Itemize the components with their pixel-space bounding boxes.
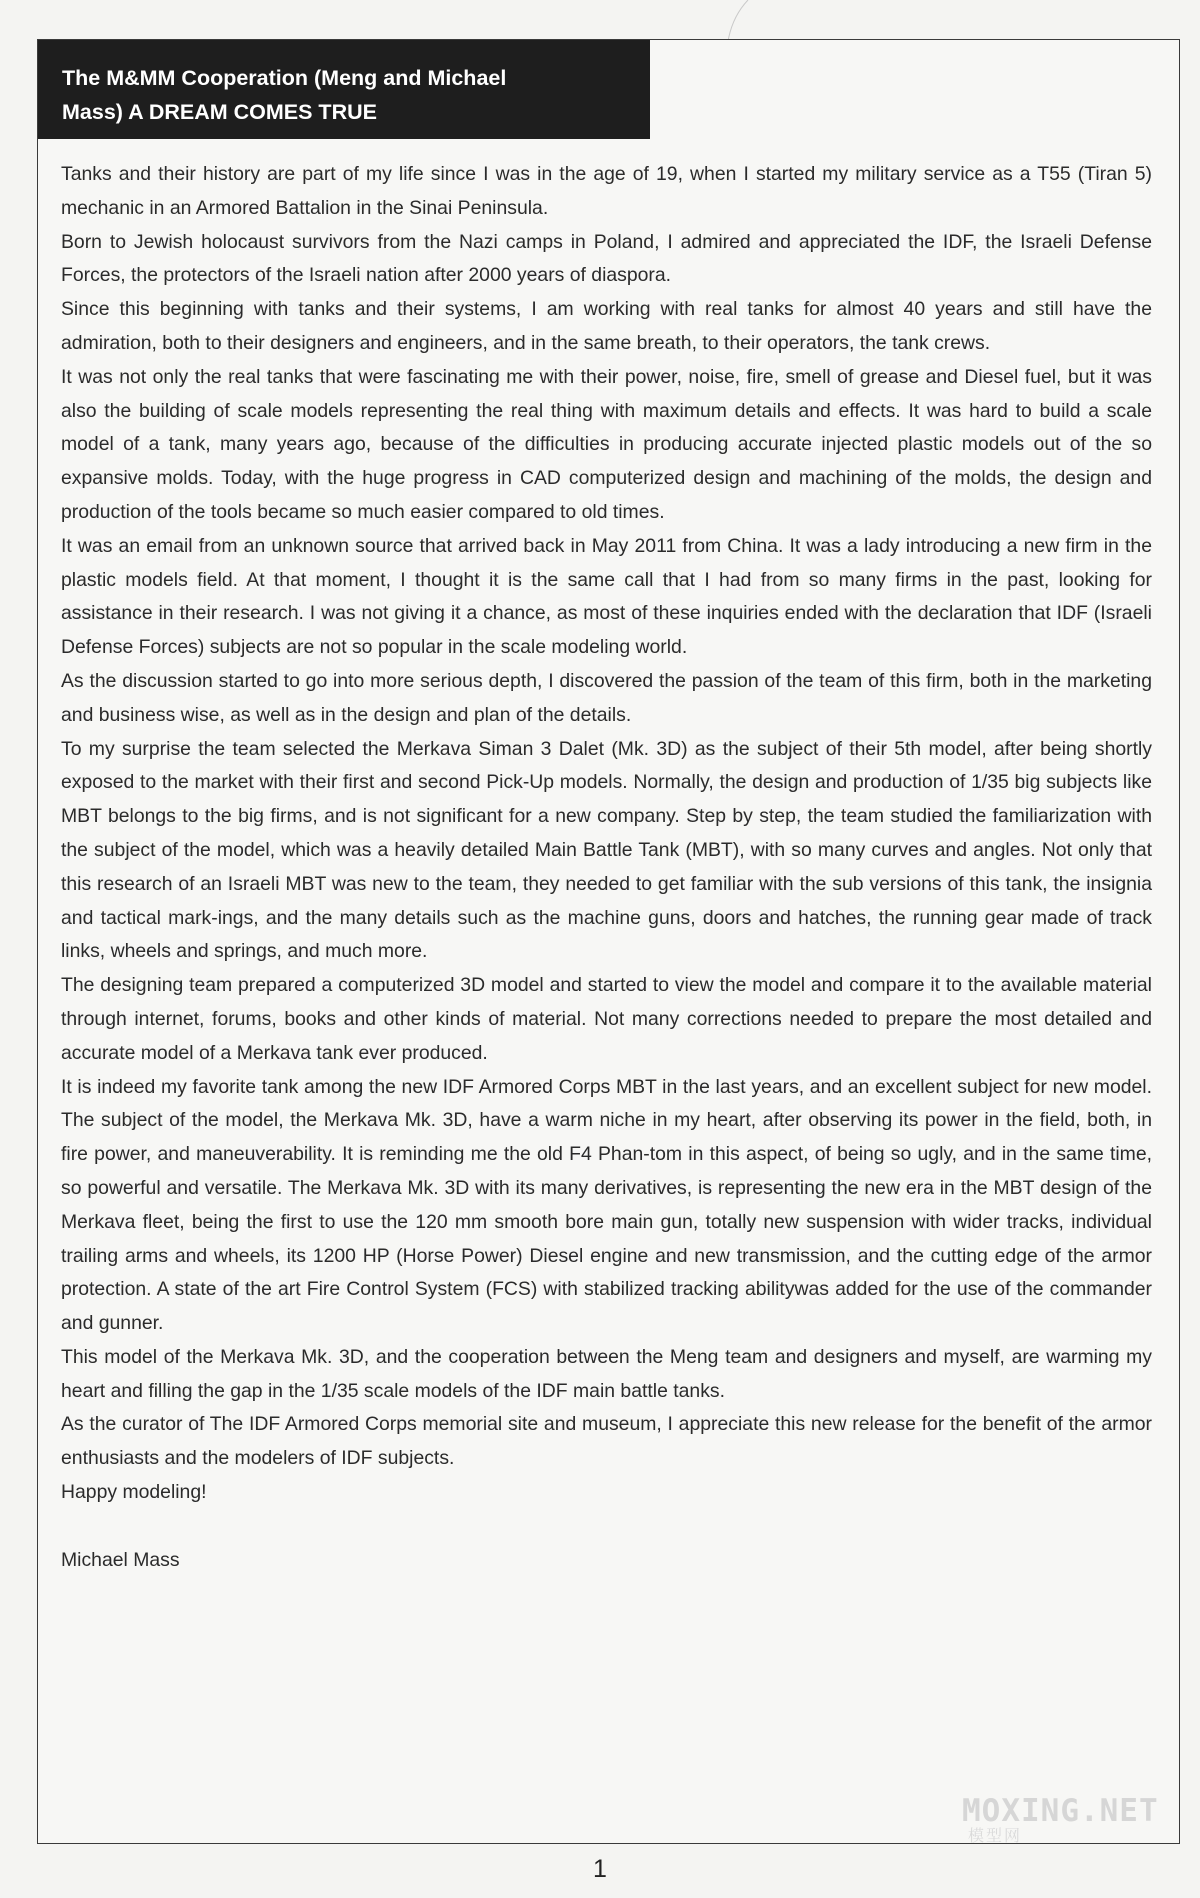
paragraph: Tanks and their history are part of my life since I was in the age of 19, when I started my military service as a T55 (Tiran 5) mechanic in an Armored Battalion in the Sinai Peninsula.	[61, 163, 1152, 219]
paragraph: It was not only the real tanks that were fascinating me with their power, noise, fire, smell of grease and Diesel fuel, but it was also the building of scale models representing the real thing with maximum details and effects. It was hard to build a scale model of a tank, many years ago, because of the difficulties in producing accurate injected plastic models out of the so expansive molds. Today, with the huge progress in CAD computerized design and machining of the molds, the design and production of the tools became so much easier compared to old times.	[61, 365, 1152, 523]
paragraph: Born to Jewish holocaust survivors from the Nazi camps in Poland, I admired and appreciated the IDF, the Israeli Defense Forces, the protectors of the Israeli nation after 2000 years of diaspora.	[61, 230, 1152, 287]
title-line-2: Mass) A DREAM COMES TRUE	[62, 100, 377, 124]
watermark-main: MOXING.NET	[962, 1793, 1159, 1829]
paragraph: As the discussion started to go into more serious depth, I discovered the passion of the team of this firm, both in the marketing and business wise, as well as in the design and plan of the details.	[61, 669, 1152, 726]
paragraph: It is indeed my favorite tank among the new IDF Armored Corps MBT in the last years, and an excellent subject for new model. The subject of the model, the Merkava Mk. 3D, have a warm niche in my heart, after observing its power in the field, both, in fire power, and maneuverability. It is reminding me the old F4 Phan-tom in this aspect, of being so ugly, and in the same time, so powerful and versatile. The Merkava Mk. 3D with its many derivatives, is representing the new era in the MBT design of the Merkava fleet, being the first to use the 120 mm smooth bore main gun, totally new suspension with wider tracks, individual trailing arms and wheels, its 1200 HP (Horse Power) Diesel engine and new transmission, and the cutting edge of the armor protection. A state of the art Fire Control System (FCS) with stabilized tracking abilitywas added for the use of the commander and gunner.	[61, 1075, 1152, 1335]
page-frame	[37, 39, 1180, 1844]
watermark-sub: 模型网	[968, 1826, 1023, 1845]
page-number: 1	[593, 1855, 607, 1883]
paragraph: Happy modeling!	[61, 1481, 207, 1504]
title-line-1: The M&MM Cooperation (Meng and Michael	[62, 66, 507, 90]
title-banner	[38, 40, 650, 139]
paragraph: To my surprise the team selected the Merkava Siman 3 Dalet (Mk. 3D) as the subject of their 5th model, after being shortly exposed to the market with their first and second Pick-Up models. Normally, the design and production of 1/35 big subjects like MBT belongs to the big firms, and is not significant for a new company. Step by step, the team studied the familiarization with the subject of the model, which was a heavily detailed Main Battle Tank (MBT), with so many curves and angles. Not only that this research of an Israeli MBT was new to the team, they needed to get familiar with the sub versions of this tank, the insignia and tactical mark-ings, and the many details such as the machine guns, doors and hatches, the running gear made of track links, wheels and springs, and much more.	[61, 737, 1152, 963]
paragraph: This model of the Merkava Mk. 3D, and the cooperation between the Meng team and designers and myself, are warming my heart and filling the gap in the 1/35 scale models of the IDF main battle tanks.	[61, 1345, 1152, 1402]
watermark	[962, 1795, 1162, 1845]
paragraph: It was an email from an unknown source that arrived back in May 2011 from China. It was a lady introducing a new firm in the plastic models field. At that moment, I thought it is the same call that I had from so many firms in the past, looking for assistance in their research. I was not giving it a chance, as most of these inquiries ended with the declaration that IDF (Israeli Defense Forces) subjects are not so popular in the scale modeling world.	[61, 534, 1152, 659]
paragraph: As the curator of The IDF Armored Corps memorial site and museum, I appreciate this new release for the benefit of the armor enthusiasts and the modelers of IDF subjects.	[61, 1413, 1152, 1470]
article-body	[61, 158, 1152, 1577]
signature: Michael Mass	[61, 1548, 180, 1571]
paragraph: The designing team prepared a computerized 3D model and started to view the model and compare it to the available material through internet, forums, books and other kinds of material. Not many corrections needed to prepare the most detailed and accurate model of a Merkava tank ever produced.	[61, 974, 1152, 1064]
paragraph: Since this beginning with tanks and their systems, I am working with real tanks for almost 40 years and still have the admiration, both to their designers and engineers, and in the same breath, to their operators, the tank crews.	[61, 298, 1152, 354]
